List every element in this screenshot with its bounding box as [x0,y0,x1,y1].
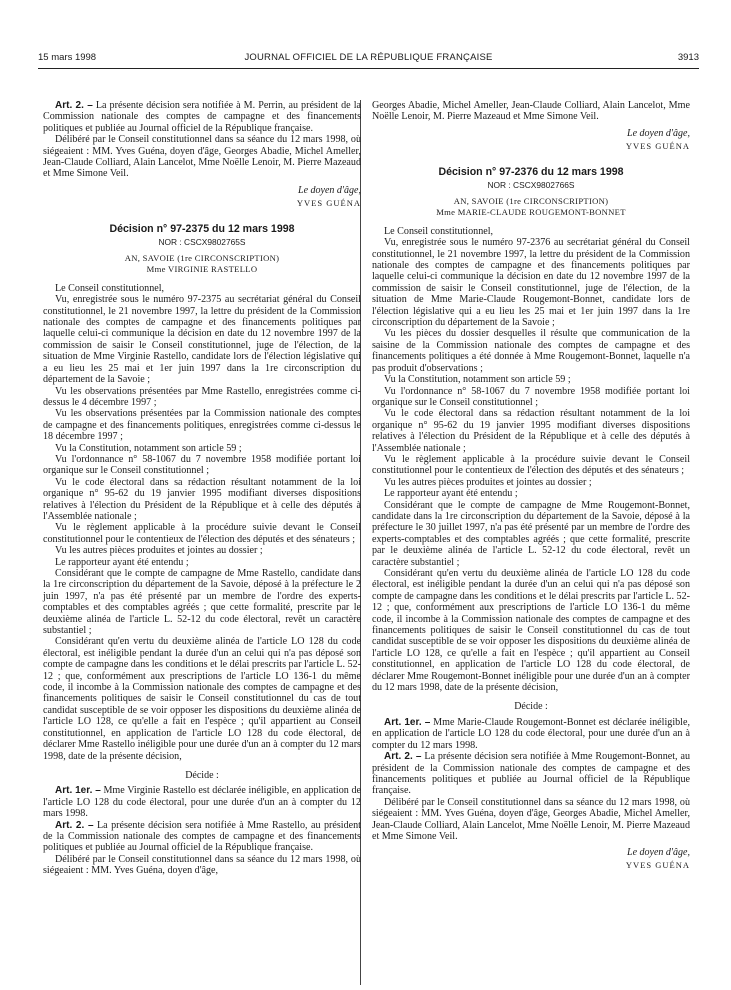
decision-circonscription: AN, SAVOIE (1re CIRCONSCRIPTION) [124,252,280,263]
body-paragraph: Le Conseil constitutionnel, [55,282,165,294]
decide-heading: Décide : [185,769,219,781]
body-paragraph: Vu les pièces du dossier desquelles il résulte que communication de la saisine de la Commission nationale des comptes de campagne et des financements politiques a été donnée à Mme Rougemont-Bonnet, laquelle n'a pas produit d'observations ; [372,328,690,374]
body-paragraph: Considérant qu'en vertu du deuxième alinéa de l'article LO 128 du code électoral, est inéligible pendant la durée d'un an celui qui n'a pas déposé son compte de campagne dans les conditions et le délai prescrits par l'article L. 52-12 ; que, conformément aux prescriptions de l'article LO 136-1 du même code, il incombe à la Commission nationale des comptes de campagne et des financements politiques de saisir le Conseil constitutionnel du cas de tout candidat susceptible de se voir opposer les dispositions du deuxième alinéa de l'article LO 128, ce qu'elle a fait en l'espèce ; qu'il appartient au Conseil constitutionnel, en application de l'article LO 128 du code électoral, de déclarer Mme Rastello inéligible pour une durée d'un an à compter du 12 mars 1998, date de la présente décision, [43,636,361,762]
body-paragraph: Considérant qu'en vertu du deuxième alinéa de l'article LO 128 du code électoral, est inéligible pendant la durée d'un an celui qui n'a pas déposé son compte de campagne dans les conditions et le délai prescrits par l'article L. 52-12 ; que, conformément aux prescriptions de l'article LO 136-1 du même code, il incombe à la Commission nationale des comptes de campagne et des financements politiques de saisir le Conseil constitutionnel du cas de tout candidat susceptible de se voir opposer les dispositions du deuxième alinéa de l'article LO 128, ce qu'elle a fait en l'espèce ; qu'il appartient au Conseil constitutionnel, en application de l'article LO 128 du code électoral, de déclarer Mme Rougemont-Bonnet inéligible pour une durée d'un an à compter du 12 mars 1998, date de la présente décision, [372,568,690,694]
signature-block [43,185,361,209]
article-text: Mme Marie-Claude Rougemont-Bonnet est déclarée inéligible, en application de l'article LO 128 du code électoral, pour une durée d'un an à compter du 12 mars 1998. [372,716,690,751]
page-header [38,52,699,69]
body-paragraph: Vu, enregistrée sous le numéro 97-2375 au secrétariat général du Conseil constitutionnel, le 21 novembre 1997, la lettre du président de la Commission nationale des comptes de campagne et des financements politiques par laquelle celui-ci communique la décision en date du 12 novembre 1997 de la commission de saisir le Conseil constitutionnel, juge de l'élection, de la situation de Mme Virginie Rastello, candidate lors de l'élection législative qui a eu lieu les 25 mai et 1er juin 1997 dans la 1re circonscription du département de la Savoie ; [43,294,361,386]
signature-block [372,847,690,871]
decision-title: Décision n° 97-2376 du 12 mars 1998 [438,165,624,178]
body-paragraph: Le rapporteur ayant été entendu ; [384,488,518,500]
signature-title: Le doyen d'âge, [627,127,690,139]
right-column [372,100,690,871]
decision-person: Mme MARIE-CLAUDE ROUGEMONT-BONNET [436,206,626,217]
nor-reference: NOR : CSCX9802765S [158,236,246,247]
body-paragraph: Le rapporteur ayant été entendu ; [55,556,189,568]
article-text: La présente décision sera notifiée à Mme Rastello, au président de la Commission nationale des comptes de campagne et des financements politiques et publiée au Journal officiel de la République française. [43,819,361,854]
body-paragraph: Vu les observations présentées par Mme Rastello, enregistrées comme ci-dessus le 4 décembre 1997 ; [43,385,361,408]
article-1-paragraph [43,785,361,819]
article-label: Art. 2. – [55,100,93,111]
body-paragraph: Vu l'ordonnance n° 58-1067 du 7 novembre 1958 modifiée portant loi organique sur le Conseil constitutionnel ; [43,453,361,477]
left-column [43,100,361,877]
signature-title: Le doyen d'âge, [298,184,361,196]
body-paragraph: Considérant que le compte de campagne de Mme Rougemont-Bonnet, candidate dans la 1re circonscription du département de la Savoie, déposé à la préfecture le 30 juillet 1997, n'a pas été présenté par un membre de l'ordre des experts-comptables et des comptables agréés ; que cette formalité, prescrite par le deuxième alinéa de l'article L. 52-12 du code électoral, revêt un caractère substantiel ; [372,499,690,568]
signature-block [372,128,690,152]
body-paragraph: Considérant que le compte de campagne de Mme Rastello, candidate dans la 1re circonscription du département de la Savoie, déposé à la préfecture le 2 juin 1997, n'a pas été présenté par un membre de l'ordre des experts-comptables et des comptables agréés ; que cette formalité, prescrite par le deuxième alinéa de l'article L. 52-12 du code électoral, revêt un caractère substantiel ; [43,568,361,637]
signature-title: Le doyen d'âge, [627,847,690,859]
decision-title: Décision n° 97-2375 du 12 mars 1998 [109,222,295,235]
body-paragraph: Vu l'ordonnance n° 58-1067 du 7 novembre 1958 modifiée portant loi organique sur le Conseil constitutionnel ; [372,385,690,408]
article-2-paragraph [43,100,361,134]
body-paragraph: Vu le code électoral dans sa rédaction résultant notamment de la loi organique n° 95-62 du 19 janvier 1995 modifiant diverses dispositions relatives à l'élection du Président de la République et à celle des députés à l'Assemblée nationale ; [43,476,361,522]
article-label: Art. 2. – [55,819,94,831]
signature-name: YVES GUÉNA [296,197,361,208]
body-paragraph: Vu les autres pièces produites et jointes au dossier ; [384,476,592,488]
article-2-paragraph [372,751,690,797]
article-label: Art. 1er. – [55,785,101,797]
body-paragraph: Vu le règlement applicable à la procédure suivie devant le Conseil constitutionnel pour le contentieux de l'élection des députés et des sénateurs ; [372,453,690,477]
signature-name: YVES GUÉNA [625,860,690,871]
body-paragraph: Vu les autres pièces produites et jointes au dossier ; [55,545,263,557]
header-journal-title: JOURNAL OFFICIEL DE LA RÉPUBLIQUE FRANÇAISE [244,52,493,63]
body-paragraph: Vu la Constitution, notamment son article 59 ; [384,374,571,386]
article-label: Art. 2. – [384,751,422,763]
article-text: Mme Virginie Rastello est déclarée inéligible, en application de l'article LO 128 du code électoral, pour une durée d'un an à compter du 12 mars 1998. [43,785,361,820]
signature-name: YVES GUÉNA [625,140,690,151]
deliberation-paragraph: Délibéré par le Conseil constitutionnel dans sa séance du 12 mars 1998, où siégeaient : MM. Yves Guéna, doyen d'âge, [43,853,361,877]
body-paragraph: Vu le code électoral dans sa rédaction résultant notamment de la loi organique n° 95-62 du 19 janvier 1995 modifiant diverses dispositions relatives à l'élection du Président de la République et à celle des députés à l'Assemblée nationale ; [372,408,690,454]
decision-person: Mme VIRGINIE RASTELLO [146,263,258,274]
body-paragraph: Vu les observations présentées par la Commission nationale des comptes de campagne et des financements politiques, enregistrées comme ci-dessus le 18 décembre 1997 ; [43,408,361,443]
article-label: Art. 1er. – [384,716,431,728]
deliberation-continuation: Georges Abadie, Michel Ameller, Jean-Claude Colliard, Alain Lancelot, Mme Noëlle Lenoir, M. Pierre Mazeaud et Mme Simone Veil. [372,100,690,123]
body-paragraph: Vu, enregistrée sous le numéro 97-2376 au secrétariat général du Conseil constitutionnel, le 21 novembre 1997, la lettre du président de la Commission nationale des comptes de campagne et des financements politiques par laquelle celui-ci communique la décision en date du 12 novembre 1997 de la commission de saisir le Conseil constitutionnel, juge de l'élection, de la situation de Mme Marie-Claude Rougemont-Bonnet, candidate lors de l'élection législative qui a eu lieu les 25 mai et 1er juin 1997 dans la 1re circonscription du département de la Savoie ; [372,237,690,329]
body-paragraph: Vu la Constitution, notamment son article 59 ; [55,442,242,454]
article-2-paragraph [43,820,361,854]
deliberation-paragraph: Délibéré par le Conseil constitutionnel dans sa séance du 12 mars 1998, où siégeaient : MM. Yves Guéna, doyen d'âge, Georges Abadie, Michel Ameller, Jean-Claude Colliard, Alain Lancelot, Mme Noëlle Lenoir, M. Pierre Mazeaud et Mme Simone Veil. [43,134,361,180]
nor-reference: NOR : CSCX9802766S [487,179,575,190]
header-page-number: 3913 [677,52,699,63]
body-paragraph: Le Conseil constitutionnel, [384,225,494,237]
body-paragraph: Vu le règlement applicable à la procédure suivie devant le Conseil constitutionnel pour le contentieux de l'élection des députés et des sénateurs ; [43,522,361,545]
article-text: La présente décision sera notifiée à M. Perrin, au président de la Commission nationale des comptes de campagne et des financements politiques et publiée au Journal officiel de la République française. [43,100,361,134]
decision-circonscription: AN, SAVOIE (1re CIRCONSCRIPTION) [453,195,609,206]
decide-heading: Décide : [514,701,548,713]
article-1-paragraph [372,717,690,751]
article-text: La présente décision sera notifiée à Mme Rougemont-Bonnet, au président de la Commission nationale des comptes de campagne et des financements politiques et publiée au Journal officiel de la République française. [372,751,690,797]
header-date: 15 mars 1998 [38,52,97,63]
deliberation-paragraph: Délibéré par le Conseil constitutionnel dans sa séance du 12 mars 1998, où siégeaient : MM. Yves Guéna, doyen d'âge, Georges Abadie, Michel Ameller, Jean-Claude Colliard, Alain Lancelot, Mme Noëlle Lenoir, M. Pierre Mazeaud et Mme Simone Veil. [372,796,690,842]
